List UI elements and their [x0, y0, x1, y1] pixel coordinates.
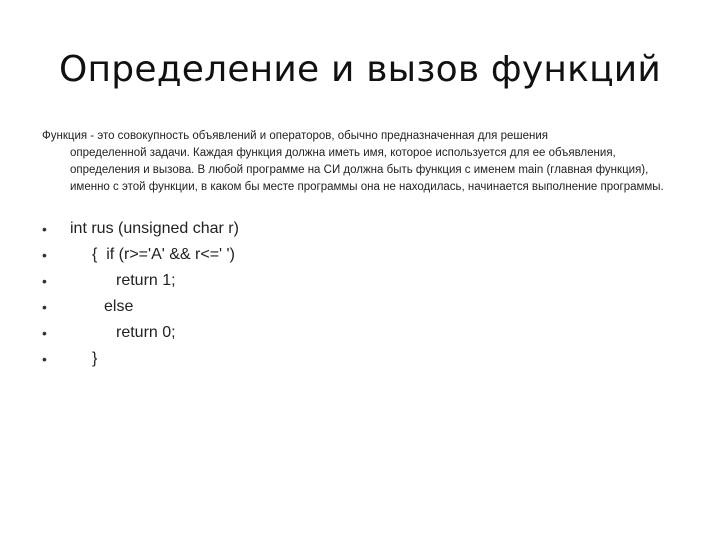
code-line-text: }: [92, 350, 98, 367]
code-line: [42, 294, 642, 320]
bullet-icon: •: [42, 273, 47, 289]
code-line-text: return 0;: [116, 324, 176, 341]
intro-continuation: определенной задачи. Каждая функция должна иметь имя, которое используется для ее объявления, определения и вызова. В любой программе на СИ должна быть функция с именем main (главная функция), именно с этой функции, в каком бы месте программы она не находилась, начинается выполнение программы.: [70, 147, 664, 193]
bullet-icon: •: [42, 221, 47, 237]
bullet-icon: •: [42, 299, 47, 315]
intro-first-line: Функция - это совокупность объявлений и операторов, обычно предназначенная для решения: [42, 130, 548, 142]
bullet-icon: •: [42, 247, 47, 263]
code-line: [42, 346, 642, 372]
code-line-text: else: [104, 298, 134, 315]
code-line: [42, 320, 642, 346]
code-line: [42, 268, 642, 294]
bullet-icon: •: [42, 325, 47, 341]
code-line-text: { if (r>='A' && r<=' '): [92, 246, 235, 263]
code-line-text: int rus (unsigned char r): [70, 220, 239, 237]
slide-title: Определение и вызов функций: [59, 49, 661, 90]
code-line: [42, 242, 642, 268]
code-line: [42, 216, 642, 242]
code-listing: [42, 216, 642, 372]
code-line-text: return 1;: [116, 272, 176, 289]
intro-paragraph: [42, 128, 682, 196]
bullet-icon: •: [42, 351, 47, 367]
